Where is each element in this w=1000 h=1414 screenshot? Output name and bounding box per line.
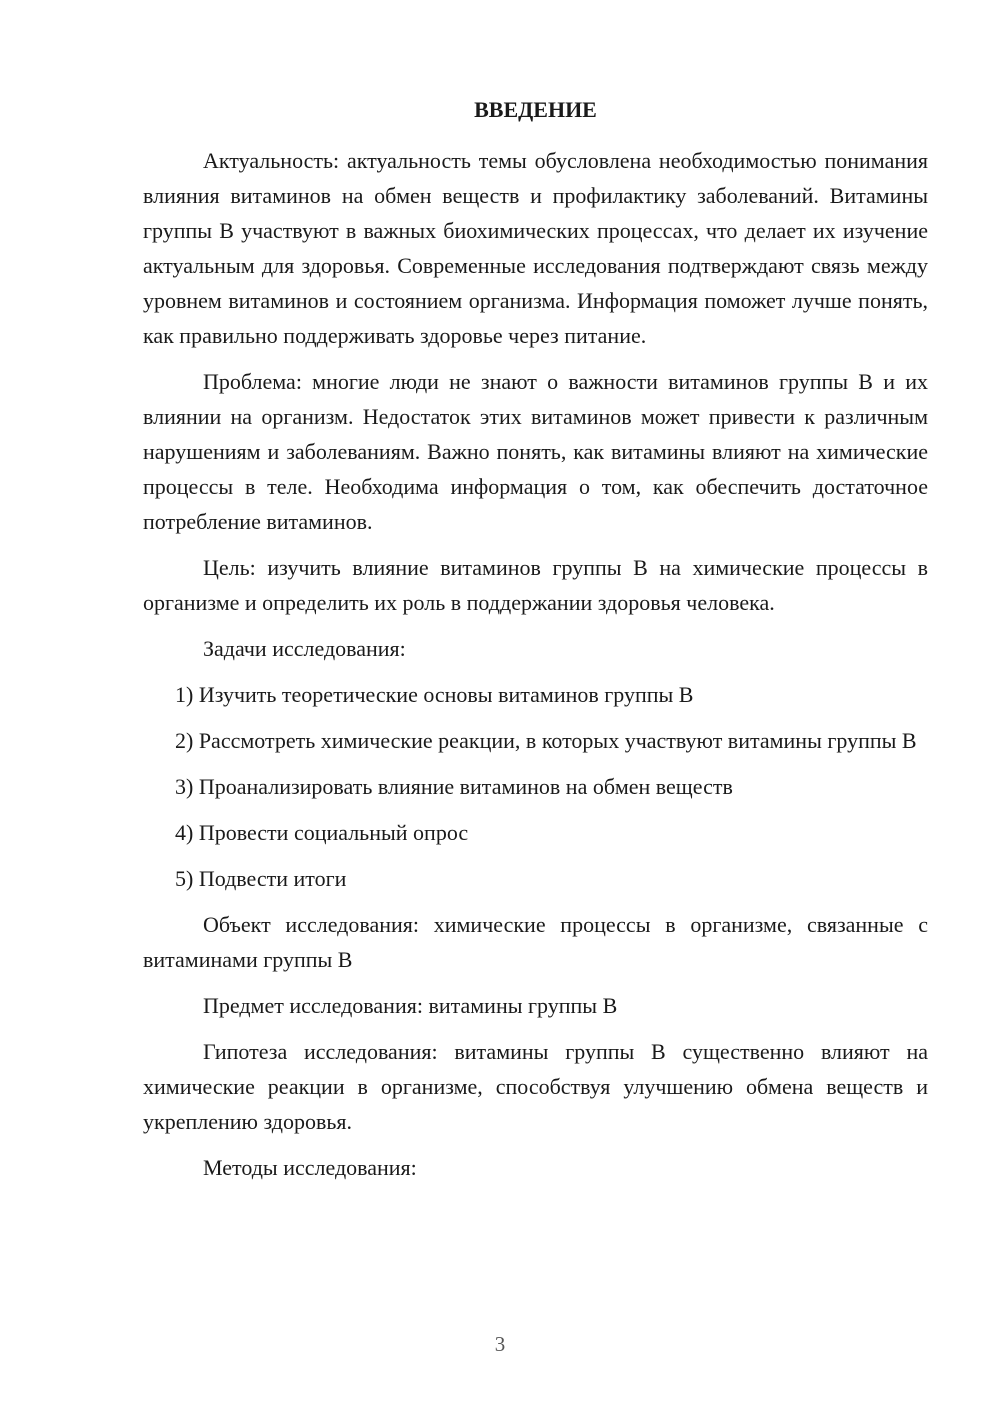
problem-paragraph: Проблема: многие люди не знают о важности витаминов группы B и их влиянии на организм. Недостаток этих витаминов может привести к различным нарушениям и заболеваниям. Важно понять, как витамины влияют на химические процессы в теле. Необходима информация о том, как обеспечить достаточное потребление витаминов. <box>143 369 928 534</box>
relevance-paragraph: Актуальность: актуальность темы обусловлена необходимостью понимания влияния витаминов на обмен веществ и профилактику заболеваний. Витамины группы B участвуют в важных биохимических процессах, что делает их изучение актуальным для здоровья. Современные исследования подтверждают связь между уровнем витаминов и состоянием организма. Информация поможет лучше понять, как правильно поддерживать здоровье через питание. <box>143 148 928 348</box>
object-paragraph: Объект исследования: химические процессы в организме, связанные с витаминами группы B <box>143 912 928 972</box>
list-item: 4) Провести социальный опрос <box>175 820 469 845</box>
hypothesis-paragraph: Гипотеза исследования: витамины группы B существенно влияют на химические реакции в организме, способствуя улучшению обмена веществ и укреплению здоровья. <box>143 1039 928 1134</box>
list-item: 5) Подвести итоги <box>175 866 347 891</box>
list-item: 3) Проанализировать влияние витаминов на обмен веществ <box>175 774 733 799</box>
document-body <box>143 92 928 1196</box>
tasks-list <box>143 677 928 896</box>
list-item: 1) Изучить теоретические основы витаминов группы B <box>175 682 694 707</box>
page-number: 3 <box>494 1332 506 1356</box>
goal-paragraph: Цель: изучить влияние витаминов группы B на химические процессы в организме и определить их роль в поддержании здоровья человека. <box>143 555 928 615</box>
page-title: ВВЕДЕНИЕ <box>474 97 597 122</box>
list-item: 2) Рассмотреть химические реакции, в которых участвуют витамины группы B <box>175 728 917 753</box>
methods-title: Методы исследования: <box>203 1155 417 1180</box>
tasks-title: Задачи исследования: <box>203 636 406 661</box>
subject-paragraph: Предмет исследования: витамины группы B <box>203 993 618 1018</box>
